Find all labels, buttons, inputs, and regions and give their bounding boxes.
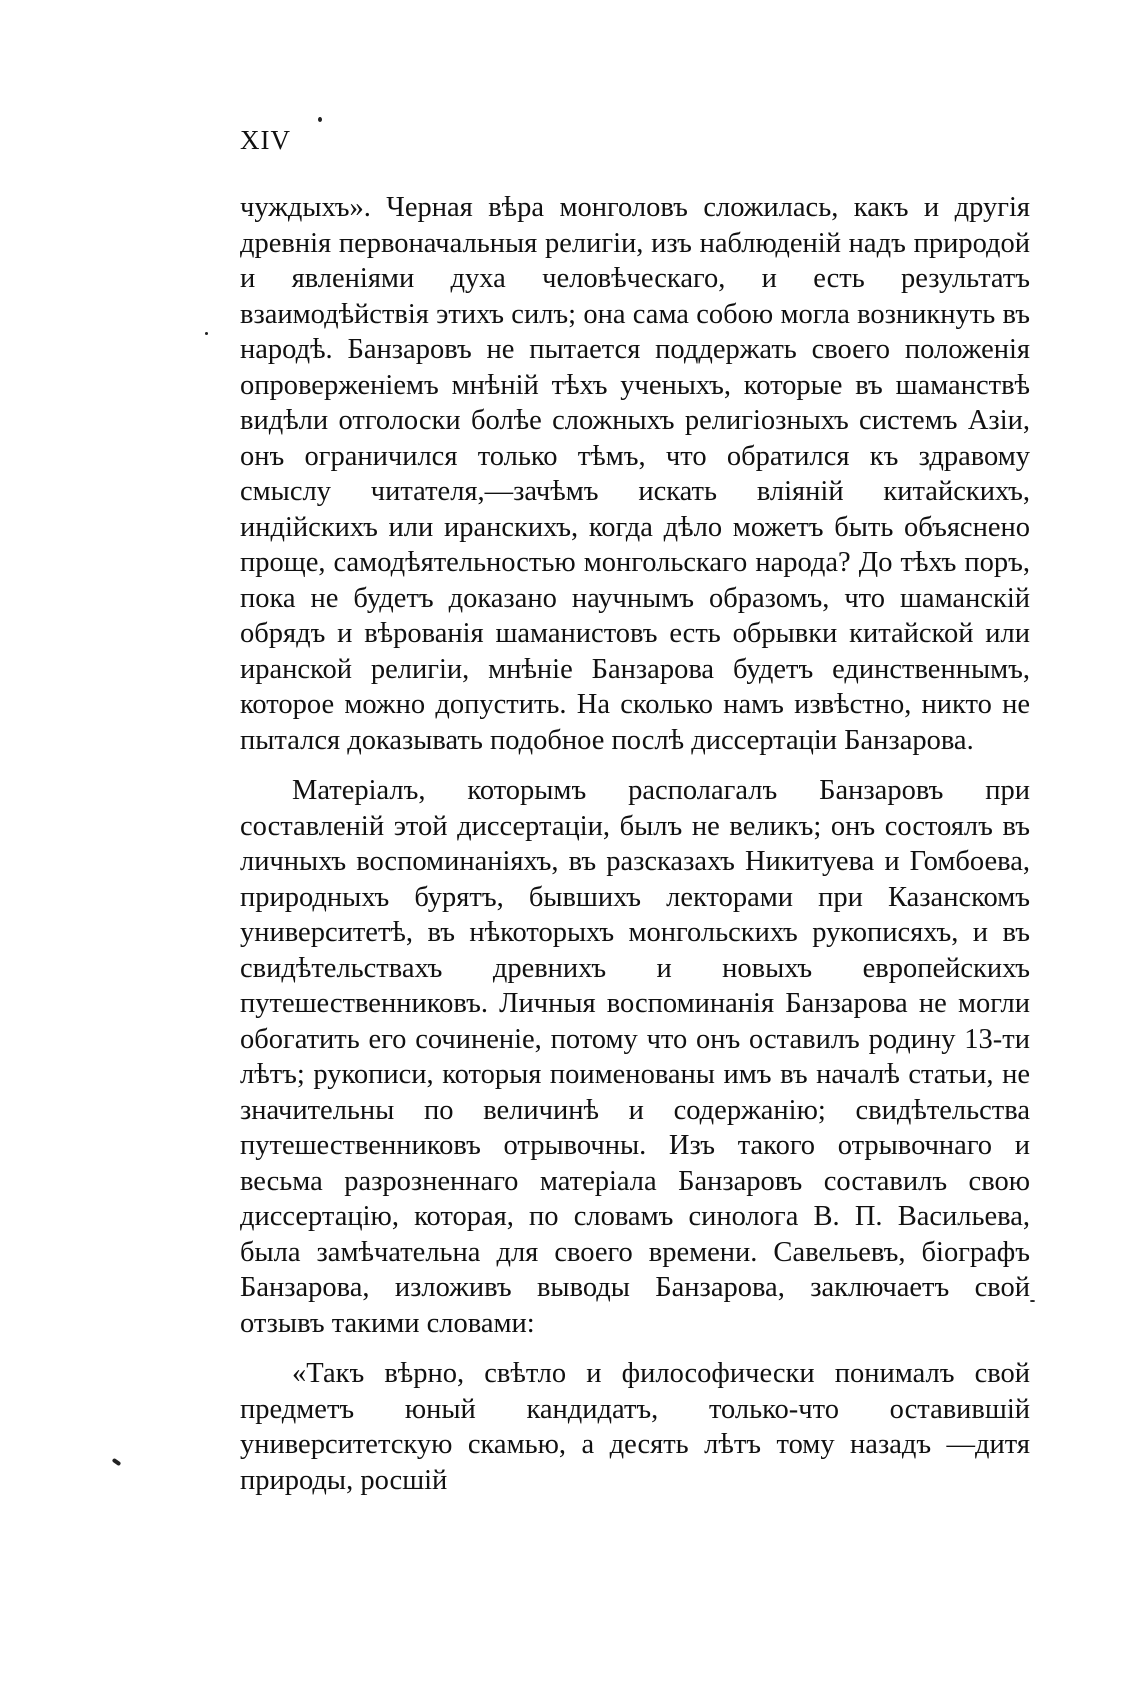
paragraph-1: чуждыхъ». Черная вѣра монголовъ сложилась, какъ и другія древнія первоначальныя религіи, изъ наблюденій надъ природой и явленіями духа человѣческаго, и есть результатъ взаимодѣйствія этихъ силъ; она сама собою могла возникнуть въ народѣ. Банзаровъ не пытается поддержать своего положенія опроверженіемъ мнѣній тѣхъ ученыхъ, которые въ шаманствѣ видѣли отголоски болѣе сложныхъ религіозныхъ системъ Азіи, онъ ограничился только тѣмъ, что обратился къ здравому смыслу читателя,—зачѣмъ искать вліяній китайскихъ, индійскихъ или иранскихъ, когда дѣло можетъ быть объяснено проще, самодѣятельностью монгольскаго народа? До тѣхъ поръ, пока не будетъ доказано научнымъ образомъ, что шаманскій обрядъ и вѣрованія шаманистовъ есть обрывки китайской или иранской религіи, мнѣніе Банзарова будетъ единственнымъ, которое можно допустить. На сколько намъ извѣстно, никто не пытался доказывать подобное послѣ диссертаціи Банзарова. — [240, 192, 1030, 756]
paragraph-2: Матеріалъ, которымъ располагалъ Банзаровъ при составленій этой диссертаціи, былъ не великъ; онъ состоялъ въ личныхъ воспоминаніяхъ, въ разсказахъ Никитуева и Гомбоева, природныхъ бурятъ, бывшихъ лекторами при Казанскомъ университетѣ, въ нѣкоторыхъ монгольскихъ рукописяхъ, и въ свидѣтельствахъ древнихъ и новыхъ европейскихъ путешественниковъ. Личныя воспоминанія Банзарова не могли обогатить его сочиненіе, потому что онъ оставилъ родину 13-ти лѣтъ; рукописи, которыя поименованы имъ въ началѣ статьи, не значительны по величинѣ и содержанію; свидѣтельства путешественниковъ отрывочны. Изъ такого отрывочнаго и весьма разрозненнаго матеріала Банзаровъ составилъ свою диссертацію, которая, по словамъ синолога В. П. Васильева, была замѣчательна для своего времени. Савельевъ, біографъ Банзарова, изложивъ выводы Банзарова, заключаетъ свой отзывъ такими словами: — [240, 775, 1030, 1339]
body-text — [240, 190, 1030, 1498]
scan-speck — [112, 1458, 122, 1466]
scan-speck — [205, 332, 208, 335]
scan-speck — [1030, 1300, 1035, 1302]
paragraph-3: «Такъ вѣрно, свѣтло и философически понималъ свой предметъ юный кандидатъ, только-что оставившій университетскую скамью, а десять лѣтъ тому назадъ —дитя природы, росшій — [240, 1358, 1030, 1496]
scan-speck — [318, 117, 322, 122]
page-number: XIV — [240, 125, 291, 155]
